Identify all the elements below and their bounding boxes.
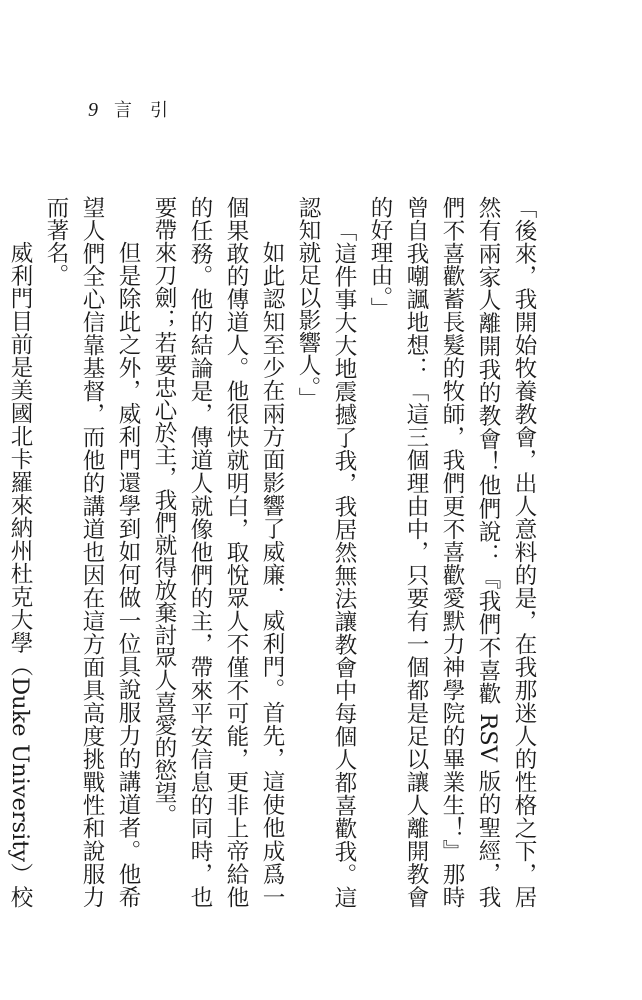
running-header [88,96,186,122]
vertical-text-body [7,196,542,908]
page-number: 9 [88,99,100,121]
chapter-title: 言引 [114,100,186,121]
paragraph-4: 但是除此之外，威利門還學到如何做一位具說服力的講道者。他希望人們全心信靠基督，而他的講道也因在這方面具高度挑戰性和說服力而著名。 [43,196,141,908]
paragraph-1: 「後來，我開始牧養教會，出人意料的是，在我那迷人的性格之下，居然有兩家人離開我的教會！他們說：『我們不喜歡 RSV 版的聖經，我們不喜歡蓄長髮的牧師，我們更不喜歡愛默力神學院的畢業生！』那時曾自我嘲諷地想：「這三個理由中，只要有一個都是足以讓人離開教會的好理由。」 [367,196,537,908]
paragraph-2: 「這件事大大地震撼了我，我居然無法讓教會中每個人都喜歡我。這認知就足以影響人。」 [295,196,357,908]
paragraph-3: 如此認知至少在兩方面影響了威廉．威利門。首先，這使他成爲一個果敢的傳道人。他很快就明白，取悅眾人不僅不可能，更非上帝給他的任務。他的結論是，傳道人就像他們的主，帶來平安信息的同時，也要帶來刀劍；若要忠心於主，我們就得放棄討眾人喜愛的慾望。 [151,196,285,908]
paragraph-5: 威利門目前是美國北卡羅來納州杜克大學（Duke University）校 [7,241,33,908]
